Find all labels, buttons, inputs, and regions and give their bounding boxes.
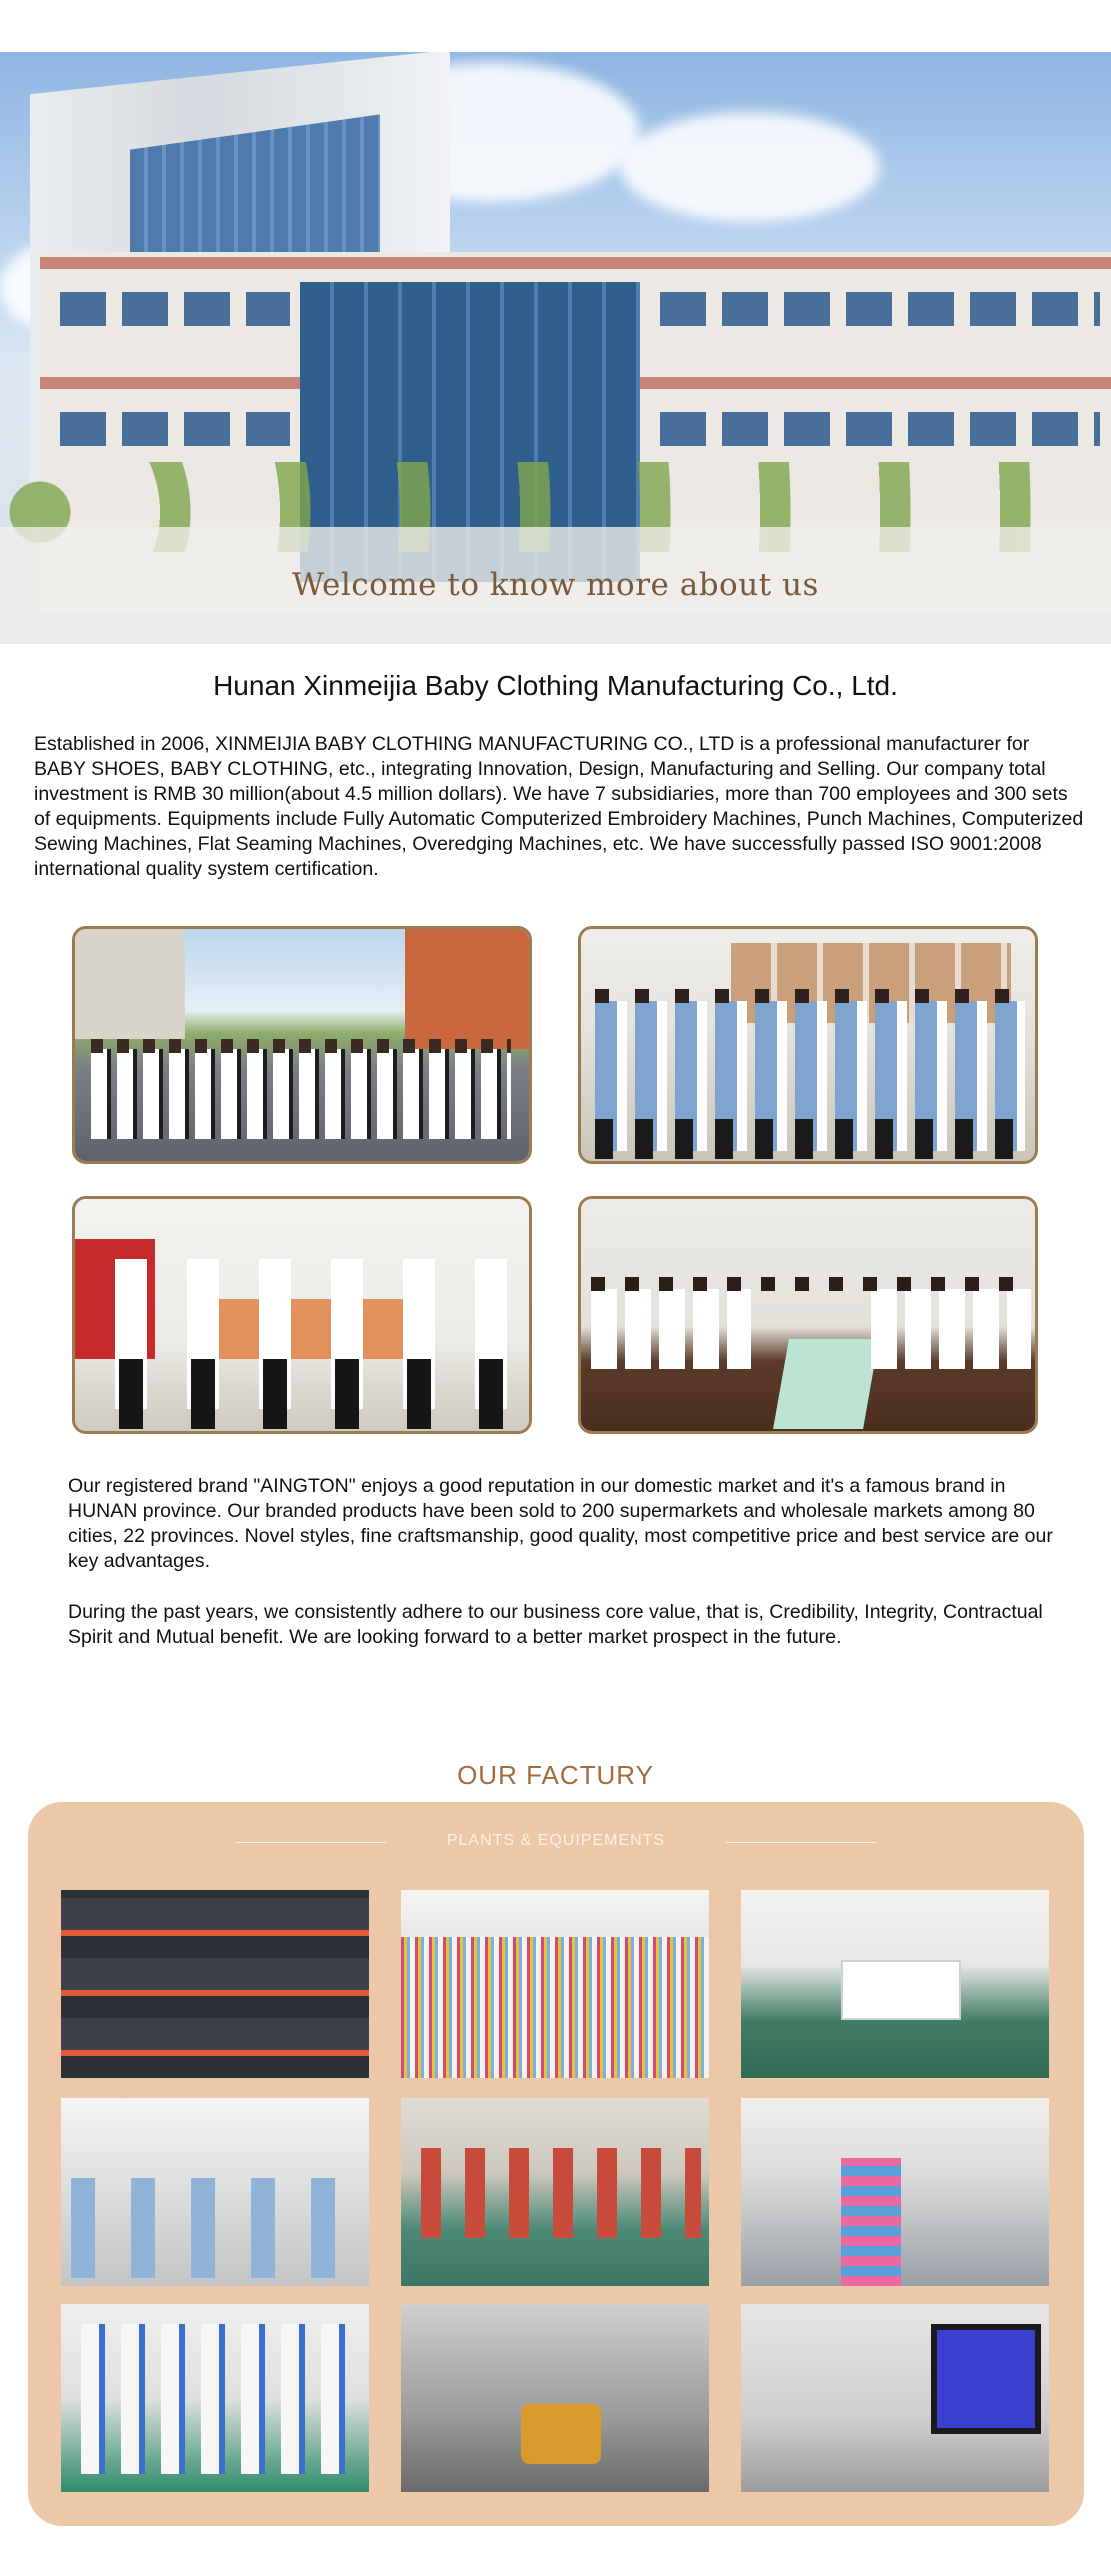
sewing-workshop-photo xyxy=(61,2098,369,2286)
subheading-divider-right xyxy=(726,1842,876,1843)
production-line-photo xyxy=(741,2098,1049,2286)
hero-caption: Welcome to know more about us xyxy=(292,567,819,603)
cutting-machine-photo xyxy=(401,2304,709,2492)
team-office-photo xyxy=(578,926,1038,1164)
fabric-storage-photo xyxy=(61,2304,369,2492)
warehouse-shelves-photo xyxy=(61,1890,369,2078)
computer-control-photo xyxy=(741,2304,1049,2492)
factory-panel xyxy=(28,1802,1084,2526)
factory-heading: OUR FACTURY xyxy=(457,1760,654,1790)
meeting-room-photo xyxy=(578,1196,1038,1434)
brand-paragraph: Our registered brand "AINGTON" enjoys a good reputation in our domestic market and it's a famous brand in HUNAN province. Our branded products have been sold to 200 supermarkets and wholesale markets among 80 cities, 22 provinces. Novel styles, fine craftsmanship, good quality, most competitive price and best service are our key advantages. xyxy=(68,1475,1053,1572)
assembly-line-photo xyxy=(401,2098,709,2286)
values-paragraph: During the past years, we consistently adhere to our business core value, that is, Credibility, Integrity, Contractual Spirit and Mutual benefit. We are looking forward to a better market prospect in the future. xyxy=(68,1601,1043,1648)
team-outdoor-photo xyxy=(72,926,532,1164)
company-intro: Established in 2006, XINMEIJIA BABY CLOTHING MANUFACTURING CO., LTD is a professional manufacturer for BABY SHOES, BABY CLOTHING, etc., integrating Innovation, Design, Manufacturing and Selling. Our company total investment is RMB 30 million(about 4.5 million dollars). We have 7 subsidiaries, more than 700 employees and 300 sets of equipments. Equipments include Fully Automatic Computerized Embroidery Machines, Punch Machines, Computerized Sewing Machines, Flat Seaming Machines, Overedging Machines, etc. We have successfully passed ISO 9001:2008 international quality system certification. xyxy=(34,733,1084,880)
management-photo xyxy=(72,1196,532,1434)
hero-banner xyxy=(0,52,1111,644)
embroidery-machines-photo xyxy=(401,1890,709,2078)
factory-subheading: PLANTS & EQUIPEMENTS xyxy=(446,1832,666,1849)
company-title: Hunan Xinmeijia Baby Clothing Manufacturing Co., Ltd. xyxy=(213,670,898,701)
spreading-machine-photo xyxy=(741,1890,1049,2078)
